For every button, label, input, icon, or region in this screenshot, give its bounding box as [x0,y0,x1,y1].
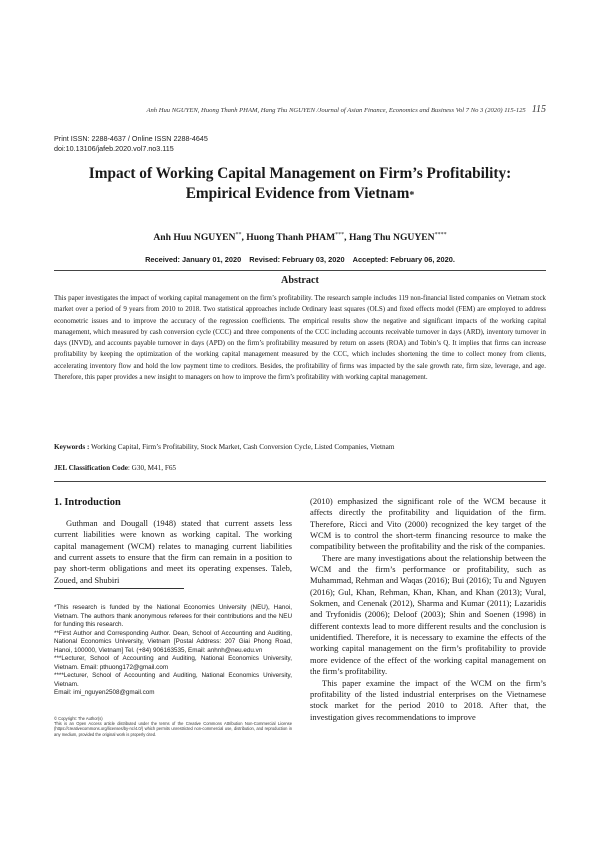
paper-title [54,164,546,206]
running-header-citation: Anh Huu NGUYEN, Huong Thanh PHAM, Hang Thu NGUYEN /Journal of Asian Finance, Economics and Business Vol 7 No 3 (2020) 115-125 [146,107,526,114]
issn-block [54,134,208,154]
author-name: Hang Thu NGUYEN [348,232,435,244]
footnote: *This research is funded by the National Economics University (NEU), Hanoi, Vietnam. The authors thank anonymous referees for their contributions and the NEU for funding this research. [54,604,292,628]
author-mark: ** [235,232,242,238]
paragraph: (2010) emphasized the significant role of the WCM because it affects directly the profitability and liquidation of the firm. Therefore, Ricci and Vito (2000) recognized the key target of the WCM is to control the short-term financing resource to make the compatibility between the profitability and the risk of the companies. [310,496,546,552]
jel-label: JEL Classification Code [54,464,128,472]
title-footnote-mark: * [409,190,415,201]
keywords [54,443,546,451]
jel-codes [54,464,546,472]
author-mark: *** [335,232,345,238]
title-line-1: Impact of Working Capital Management on Firm’s Profitability: [88,165,512,182]
footnote: ***Lecturer, School of Accounting and Auditing, National Economics University, Vietnam. Email: pthuong172@gmail.com [54,655,292,671]
footnote: ****Lecturer, School of Accounting and Auditing, National Economics University, Vietnam. [54,672,292,688]
issn-line: Print ISSN: 2288-4637 / Online ISSN 2288-4645 [54,134,208,143]
accepted-date: Accepted: February 06, 2020. [352,255,455,264]
license-text: This is an Open Access article distributed under the terms of the Creative Commons Attribution Non-Commercial License (https://creativecommons.org/licenses/by-nc/4.0/) which permits unrestricted non-commercial use, distribution, and reproduction in any medium, provided the original work is properly cited. [54,721,292,737]
jel-text: : G30, M41, F65 [127,464,177,472]
paragraph: This paper examine the impact of the WCM on the firm’s profitability of the listed industrial enterprises on the Vietnamese stock market for the period 2010 to 2018. After that, the investigation gives recommendations to improve [310,677,546,722]
footnote: **First Author and Corresponding Author. Dean, School of Accounting and Auditing, National Economics University, Vietnam [Postal Address: 207 Giai Phong Road, Hanoi, 100000, Vietnam] Tel. (+84) 906163535, Email: anhnh@neu.edu.vn [54,629,292,654]
right-column [310,496,546,723]
section-heading: 1. Introduction [54,497,121,508]
abstract-heading: Abstract [281,275,319,286]
title-line-2: Empirical Evidence from Vietnam [185,185,410,202]
footnote: Email: imi_nguyen2508@gmail.com [54,689,155,696]
author-list: Anh Huu NGUYEN**, Huong Thanh PHAM***, Hang Thu NGUYEN**** [153,232,447,244]
author-name: Huong Thanh PHAM [246,232,336,244]
paragraph: Guthman and Dougall (1948) stated that current assets less current liabilities were known as working capital. The working capital management (WCM) relates to managing current liabilities and current assets to ensure that the firm can remain in a position to pay short-term obligations and meet its operating expenses. Taleb, Zoued, and Shubiri [54,518,292,585]
doi-line: doi:10.13106/jafeb.2020.vol7.no3.115 [54,144,174,153]
left-column [54,518,292,586]
keywords-text: Working Capital, Firm’s Profitability, Stock Market, Cash Conversion Cycle, Listed Companies, Vietnam [89,443,395,451]
author-name: Anh Huu NGUYEN [153,232,236,244]
footnotes [54,604,292,698]
abstract-text: This paper investigates the impact of working capital management on the firm’s profitability. The research sample includes 119 non-financial listed companies on Vietnam stock market over a period of 9 years from 2010 to 2018. Two statistical approaches include Ordinary least squares (OLS) and fixed effects model (FEM) are employed to address econometric issues and to improve the accuracy of the regression coefficients. The empirical results show the negative and significant impacts of the working capital management, which measured by cash conversion cycle (CCC) and three components of the CCC including accounts receivable turnover in days (ARD), inventory turnover in days (INVD), and accounts payable turnover in days (APD) on the firm’s profitability measured by return on assets (ROA) and Tobin’s Q. It implies that firms can increase profitability by keeping the optimization of the working capital management measured by the CCC, which includes shortening the time to collect money from clients, accelerating inventory flow and hold the low payment time to creditors. Besides, the profitability of firms was impacted by the sale growth rate, firm size, leverage, and age. Therefore, this paper provides a new insight to managers on how to improve the firm’s profitability with working capital management. [54,294,546,382]
divider-top [54,270,546,271]
revised-date: Revised: February 03, 2020 [249,255,345,264]
footnote-rule [54,588,184,589]
paragraph: There are many investigations about the relationship between the WCM and the firm’s performance or profitability, such as Muhammad, Rehman and Waqas (2016); Bui (2016); Tu and Nguyen (2016); Gul, Khan, Rehman, Khan, Khan, and Khan (2013); Vural, Sokmen, and Cenenak (2012), Sharma and Kumar (2011); Lazaridis and Tryfonidis (2006); Deloof (2003); Shin and Soenen (1998) in different contexts lead to more different results and the conclusion is unidentified. Therefore, it is necessary to examine the effects of the working capital management on the firm’s profitability to provide more evidence of the effect of the working capital management on the firm’s profitability. [310,552,546,677]
divider-bottom [54,481,546,482]
keywords-label: Keywords : [54,443,90,451]
copyright-notice [54,716,292,737]
submission-dates [54,255,546,264]
author-mark: **** [434,232,447,238]
running-header [46,104,546,115]
received-date: Received: January 01, 2020 [145,255,242,264]
page-number: 115 [531,104,546,115]
copyright-line: © Copyright: The Author(s) [54,716,103,721]
